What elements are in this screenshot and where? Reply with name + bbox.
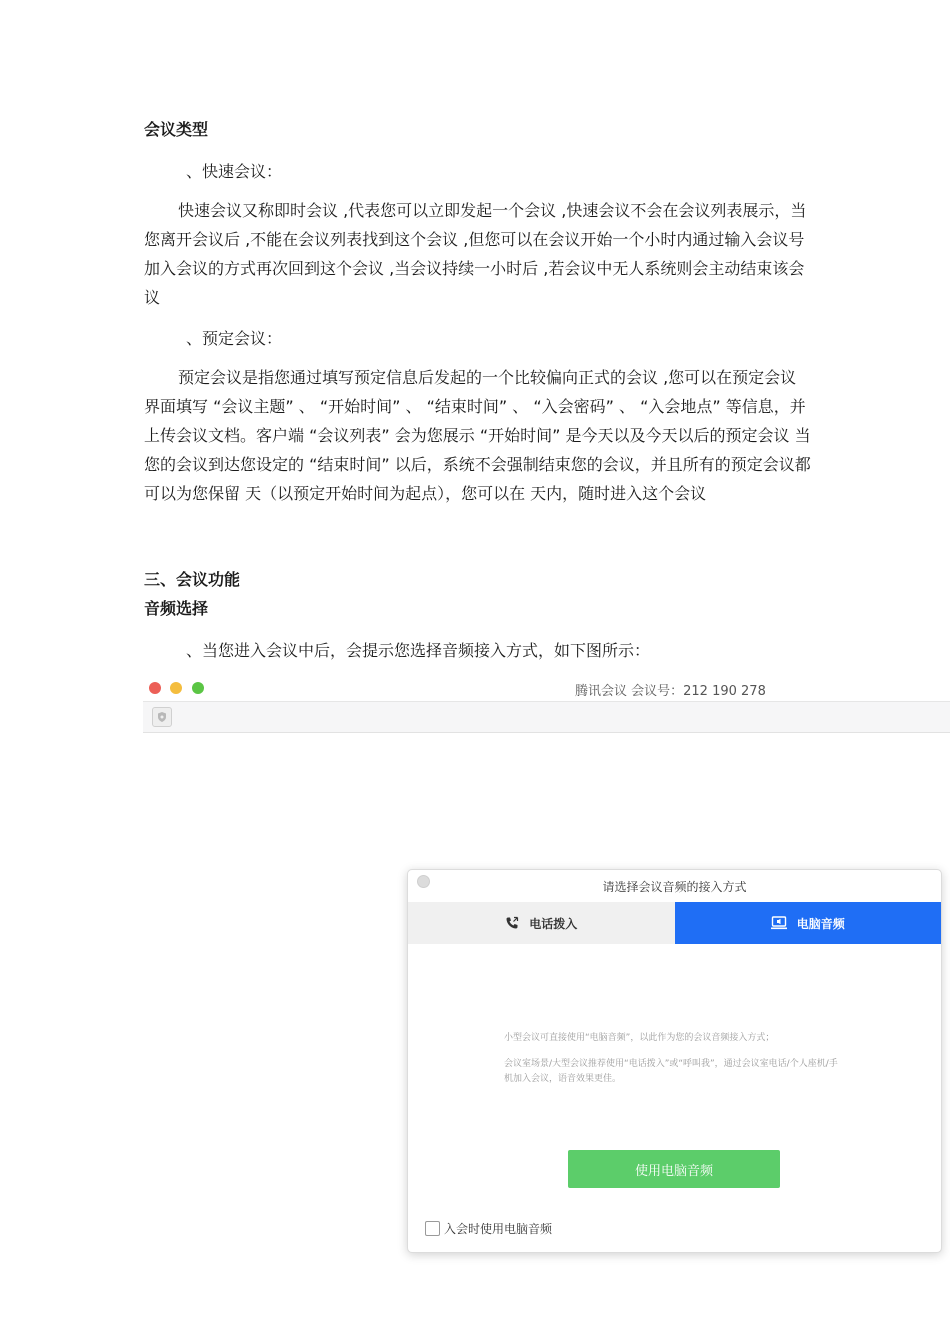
join-with-computer-audio-option[interactable] — [425, 1220, 552, 1237]
tab-phone-dial-in[interactable] — [408, 902, 675, 944]
computer-audio-icon — [771, 916, 787, 930]
audio-tabs — [408, 902, 941, 944]
join-with-computer-audio-checkbox[interactable] — [425, 1221, 440, 1236]
heading-meeting-types: 会议类型 — [144, 120, 209, 139]
dialog-title: 请选择会议音频的接入方式 — [602, 880, 747, 894]
window-minimize-button[interactable] — [170, 682, 182, 694]
heading-section-3: 三、会议功能 — [144, 570, 241, 589]
paragraph-scheduled-meeting: 预定会议是指您通过填写预定信息后发起的一个比较偏向正式的会议 ,您可以在预定会议界面填写 “会议主题” 、 “开始时间” 、 “结束时间” 、 “入会密码” 、 “入会地点” 等信息，并上传会议文档。客户端 “会议列表” 会为您展示 “开始时间” 是今天以及今天以后的预定会议 当您的会议到达您设定的 “结束时间” 以后，系统不会强制结束您的会议，并且所有的预定会议都可以为您保留 天（以预定开始时间为起点），您可以在 天内，随时进入这个会议 — [144, 368, 811, 503]
dialog-description-line1: 小型会议可直接使用“电脑音频”，以此作为您的会议音频接入方式； — [504, 1033, 775, 1043]
paragraph-quick-meeting: 快速会议又称即时会议 ,代表您可以立即发起一个会议 ,快速会议不会在会议列表展示，当您离开会议后 ,不能在会议列表找到这个会议 ,但您可以在会议开始一个小时内通过输入会议号加入会议的方式再次回到这个会议 ,当会议持续一小时后 ,若会议中无人系统则会主动结束该会议 — [144, 201, 807, 307]
window-title: 腾讯会议 会议号：212 190 278 — [575, 684, 766, 699]
shield-icon[interactable] — [152, 707, 172, 727]
window-maximize-button[interactable] — [192, 682, 204, 694]
list-item-quick-meeting: 、快速会议： — [186, 162, 283, 181]
tab-computer-audio-label: 电脑音频 — [796, 916, 845, 931]
window-close-button[interactable] — [149, 682, 161, 694]
meeting-window-titlebar — [143, 677, 950, 701]
use-computer-audio-button[interactable]: 使用电脑音频 — [568, 1150, 780, 1188]
list-item-audio-prompt: 、当您进入会议中后，会提示您选择音频接入方式，如下图所示： — [186, 641, 651, 660]
checkbox-label: 入会时使用电脑音频 — [444, 1222, 553, 1236]
phone-icon — [505, 916, 519, 930]
dialog-description-line2: 会议室场景/大型会议推荐使用“电话拨入”或“呼叫我”，通过会议室电话/个人座机/手机加入会议，语音效果更佳。 — [504, 1059, 838, 1084]
heading-audio-selection: 音频选择 — [144, 599, 209, 618]
meeting-toolbar — [143, 701, 950, 733]
list-item-scheduled-meeting: 、预定会议： — [186, 329, 283, 348]
tab-computer-audio[interactable] — [675, 902, 942, 944]
audio-selection-dialog — [407, 869, 942, 1253]
tab-phone-label: 电话拨入 — [529, 916, 578, 931]
